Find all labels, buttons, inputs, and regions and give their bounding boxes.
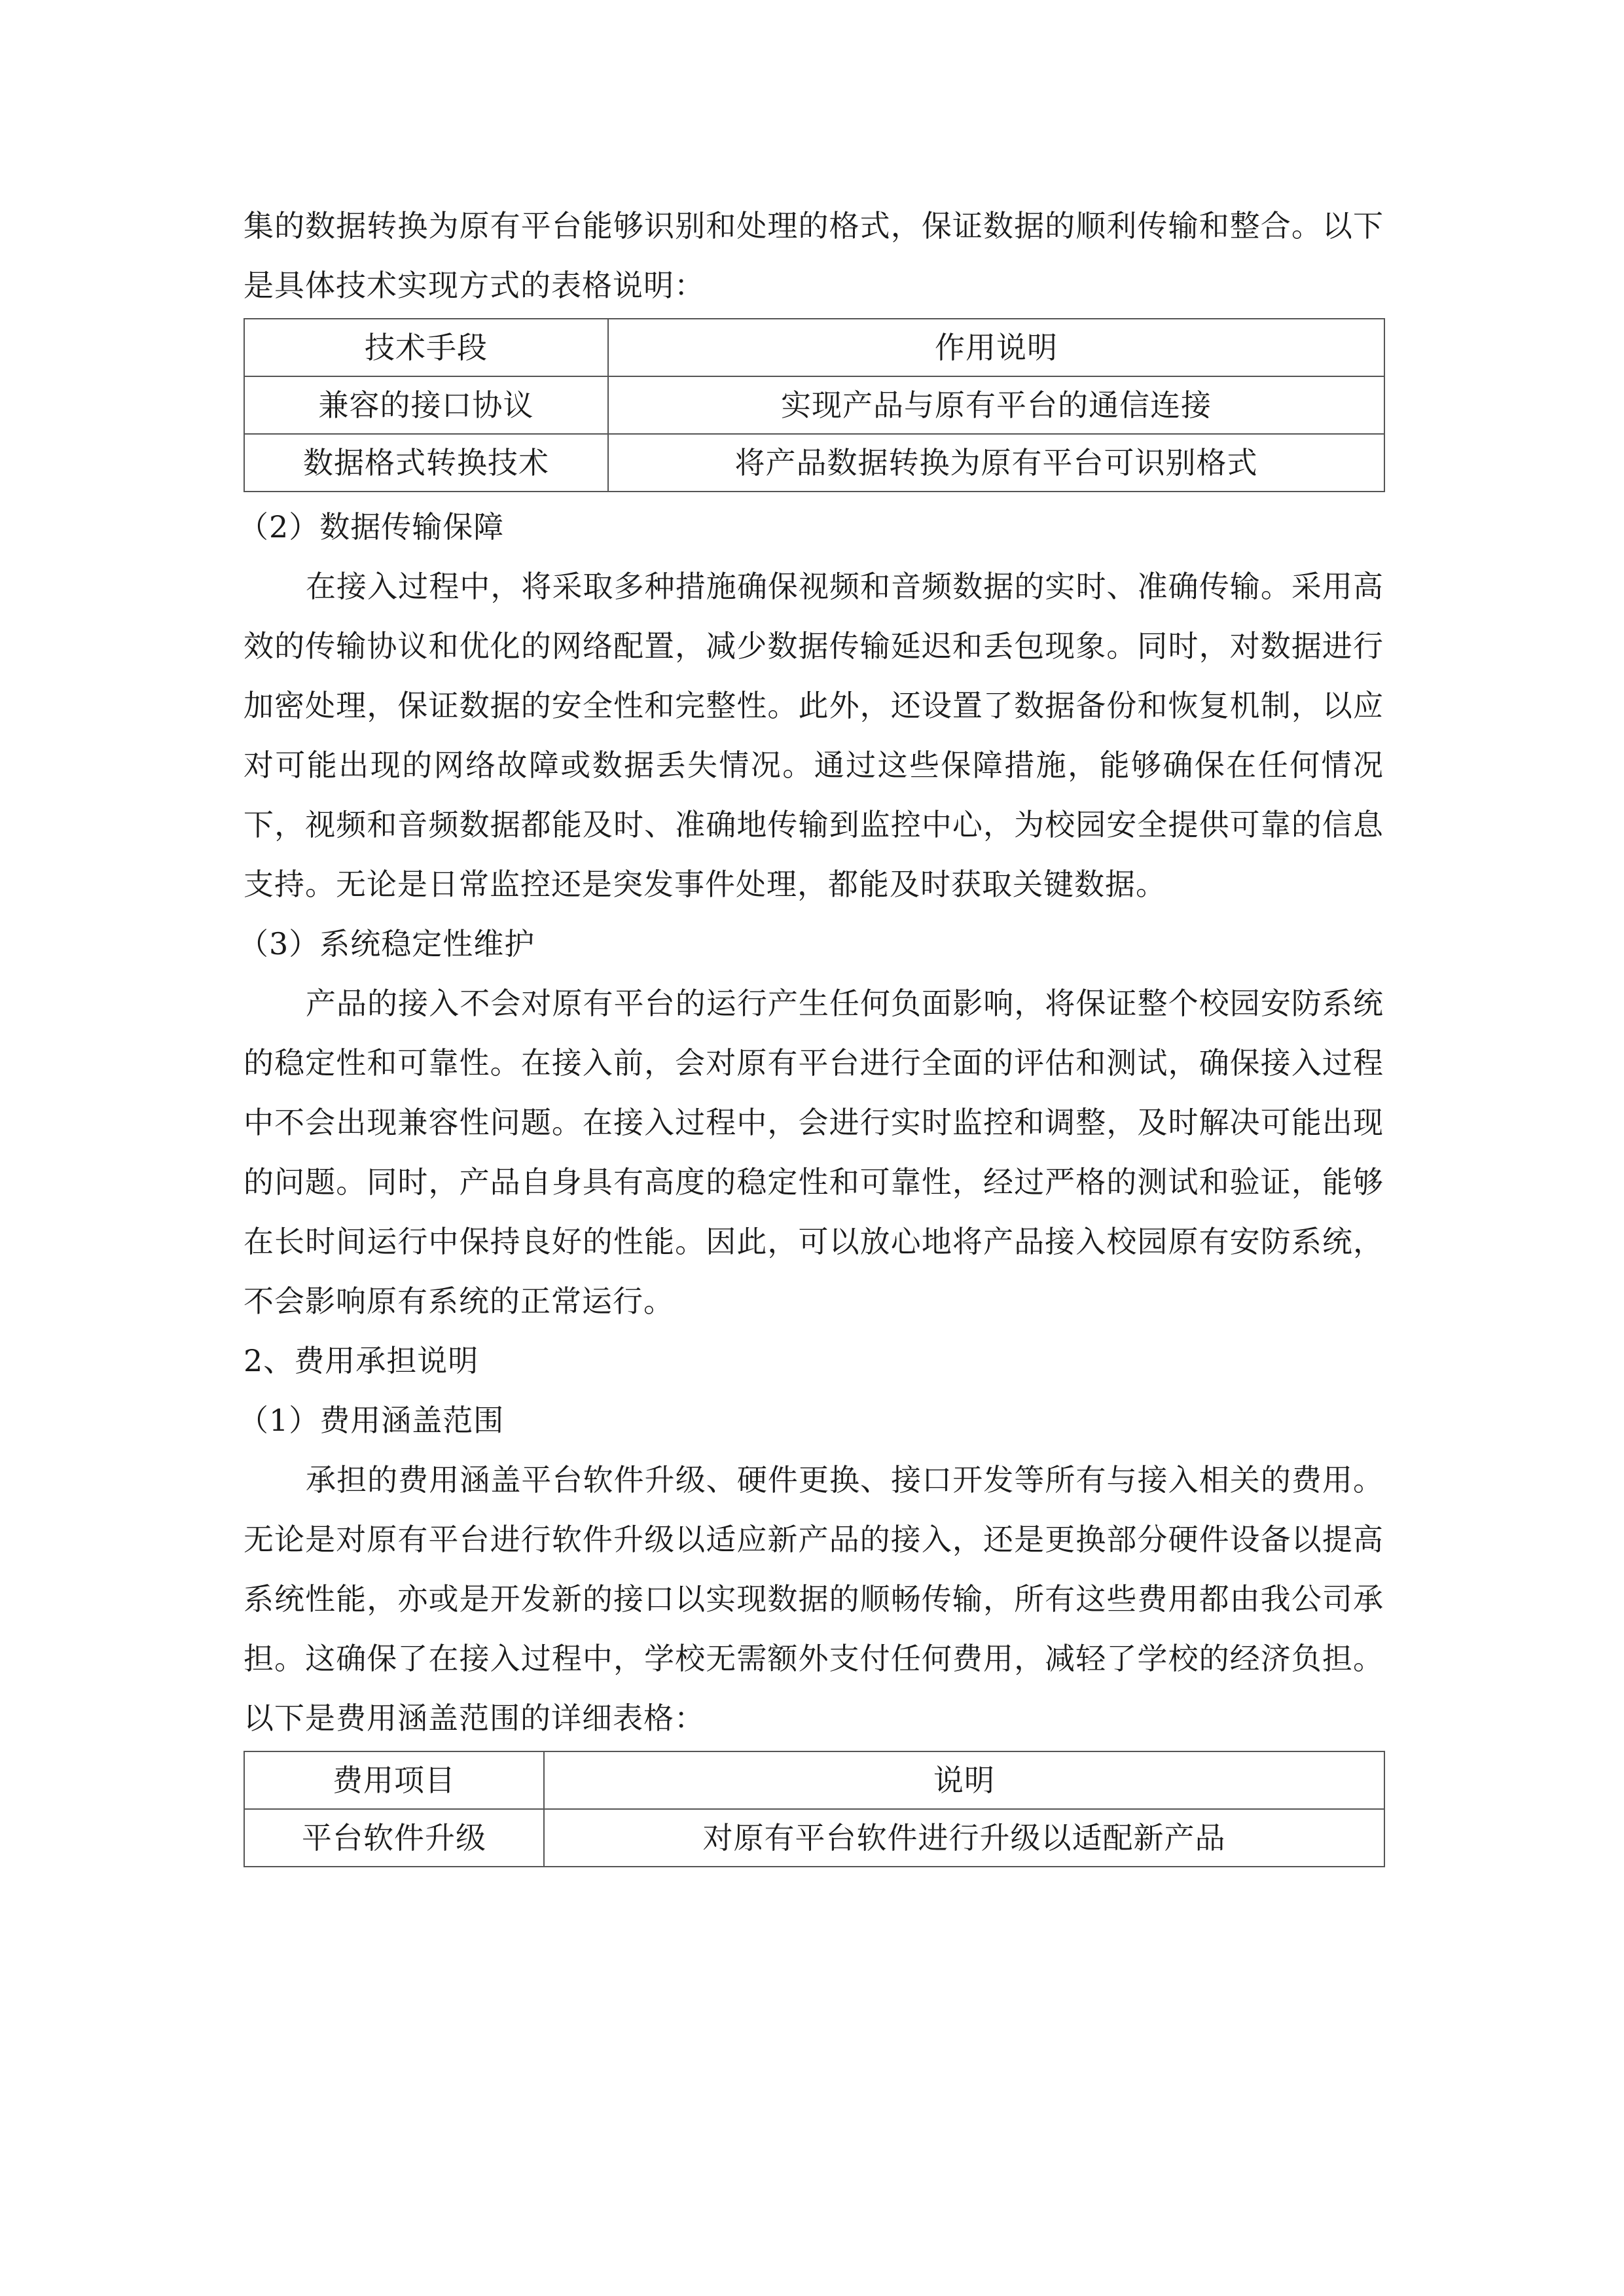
table-row <box>244 376 1384 434</box>
table-cell: 将产品数据转换为原有平台可识别格式 <box>608 434 1384 492</box>
table-header-cell: 说明 <box>544 1751 1384 1809</box>
table-header-row <box>244 319 1384 376</box>
table-row <box>244 434 1384 492</box>
table-header-cell: 费用项目 <box>244 1751 544 1809</box>
section-heading-cost-responsibility: 2、费用承担说明 <box>244 1343 479 1378</box>
section-heading-data-transmission: （2）数据传输保障 <box>238 509 505 545</box>
section-heading-cost-scope: （1）费用涵盖范围 <box>238 1403 505 1438</box>
table-cell: 平台软件升级 <box>244 1809 544 1867</box>
section-body-cost-scope: 承担的费用涵盖平台软件升级、硬件更换、接口开发等所有与接入相关的费用。无论是对原有平台进行软件升级以适应新产品的接入，还是更换部分硬件设备以提高系统性能，亦或是开发新的接口以实现数据的顺畅传输，所有这些费用都由我公司承担。这确保了在接入过程中，学校无需额外支付任何费用，减轻了学校的经济负担。以下是费用涵盖范围的详细表格： <box>244 1462 1384 1736</box>
table-header-row <box>244 1751 1384 1809</box>
section-body-data-transmission: 在接入过程中，将采取多种措施确保视频和音频数据的实时、准确传输。采用高效的传输协议和优化的网络配置，减少数据传输延迟和丢包现象。同时，对数据进行加密处理，保证数据的安全性和完整性。此外，还设置了数据备份和恢复机制，以应对可能出现的网络故障或数据丢失情况。通过这些保障措施，能够确保在任何情况下，视频和音频数据都能及时、准确地传输到监控中心，为校园安全提供可靠的信息支持。无论是日常监控还是突发事件处理，都能及时获取关键数据。 <box>244 569 1384 902</box>
table-cell: 兼容的接口协议 <box>244 376 608 434</box>
cost-scope-table <box>244 1751 1385 1867</box>
section-body-system-stability: 产品的接入不会对原有平台的运行产生任何负面影响，将保证整个校园安防系统的稳定性和可靠性。在接入前，会对原有平台进行全面的评估和测试，确保接入过程中不会出现兼容性问题。在接入过程中，会进行实时监控和调整，及时解决可能出现的问题。同时，产品自身具有高度的稳定性和可靠性，经过严格的测试和验证，能够在长时间运行中保持良好的性能。因此，可以放心地将产品接入校园原有安防系统，不会影响原有系统的正常运行。 <box>244 986 1384 1319</box>
table-cell: 实现产品与原有平台的通信连接 <box>608 376 1384 434</box>
document-content <box>238 196 1384 1873</box>
table-cell: 对原有平台软件进行升级以适配新产品 <box>544 1809 1384 1867</box>
tech-implementation-table <box>244 318 1385 492</box>
table-row <box>244 1809 1384 1867</box>
section-heading-system-stability: （3）系统稳定性维护 <box>238 926 535 961</box>
table-cell: 数据格式转换技术 <box>244 434 608 492</box>
table-header-cell: 作用说明 <box>608 319 1384 376</box>
intro-paragraph: 集的数据转换为原有平台能够识别和处理的格式，保证数据的顺利传输和整合。以下是具体技术实现方式的表格说明： <box>244 208 1384 303</box>
table-header-cell: 技术手段 <box>244 319 608 376</box>
